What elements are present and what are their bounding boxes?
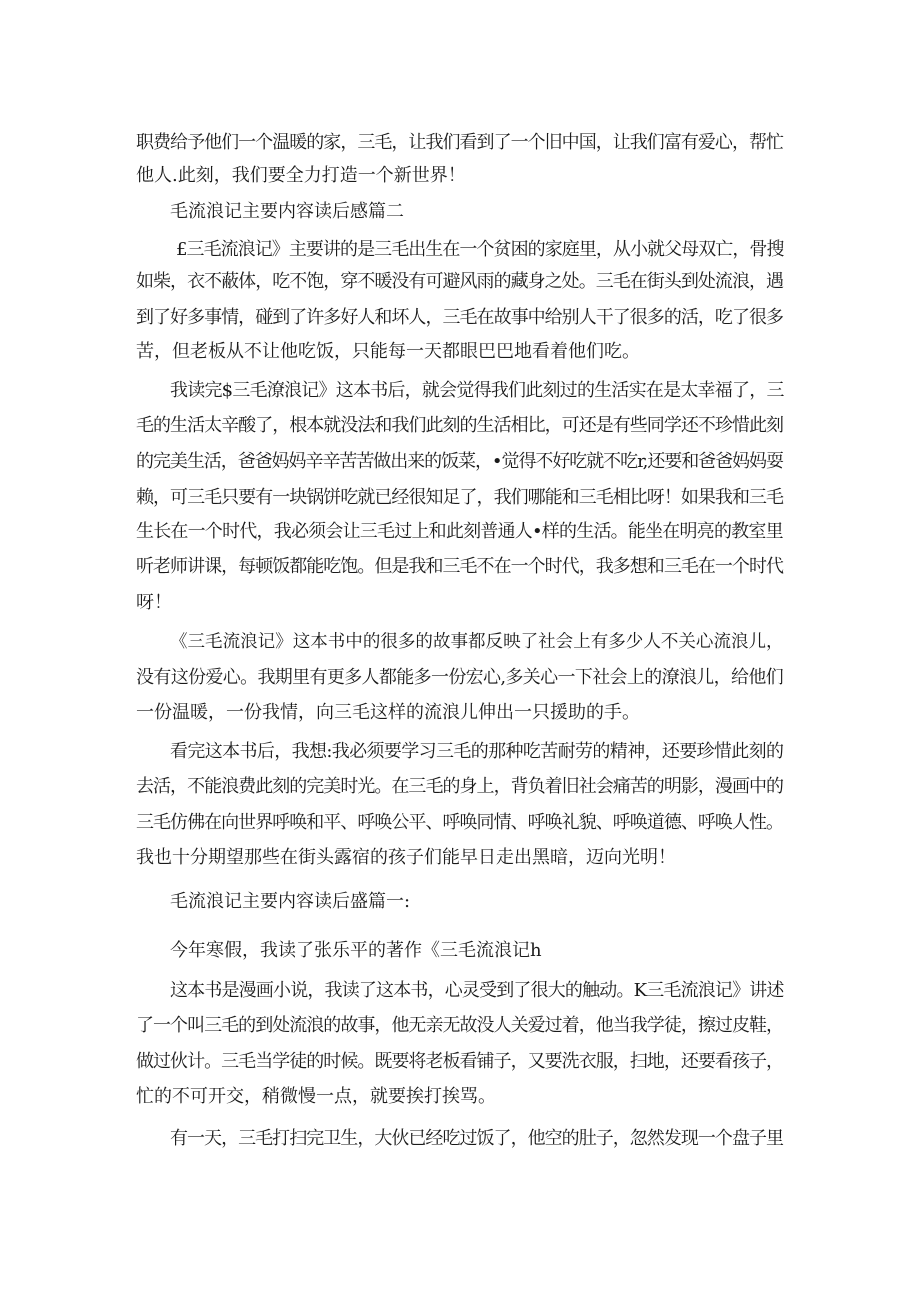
- section-heading: 毛流浪记主要内容读后盛篇一:: [170, 891, 411, 912]
- text-line: 到了好多事情，碰到了许多好人和坏人，三毛在故事中给别人干了很多的活，吃了很多: [136, 307, 784, 328]
- text-line: 如柴，衣不蔽体，吃不饱，穿不暖没有可避风雨的藏身之处。三毛在街头到处流浪，遇: [136, 271, 784, 292]
- text-line: 三毛仿佛在向世界呼唤和平、呼唤公平、呼唤同情、呼唤礼貌、呼唤道德、呼唤人性。: [136, 812, 784, 833]
- text-line: 赖，可三毛只要有一块锅饼吃就已经很知足了，我们哪能和三毛相比呀！如果我和三毛: [136, 487, 784, 508]
- text-line: £三毛流浪记》主要讲的是三毛出生在一个贫困的家庭里，从小就父母双亡，骨搜: [176, 239, 784, 260]
- text-line: 毛的生活太辛酸了，根本就没法和我们此刻的生活相比，可还是有些同学还不珍惜此刻: [136, 415, 784, 436]
- text-line: 了一个叫三毛的到处流浪的故事，他无亲无故没人关爱过着，他当我学徒，擦过皮鞋，: [136, 1015, 784, 1036]
- text-line: 的完美生活，爸爸妈妈辛辛苦苦做出来的饭菜，•觉得不好吃就不吃r,还要和爸爸妈妈耍: [136, 451, 783, 472]
- section-heading: 毛流浪记主要内容读后感篇二: [170, 201, 404, 222]
- text-line: 苦，但老板从不让他吃饭，只能每一天都眼巴巴地看着他们吃。: [136, 341, 640, 362]
- text-line: 他人.此刻，我们要全力打造一个新世界！: [136, 165, 466, 186]
- text-line: 我也十分期望那些在街头露宿的孩子们能早日走出黑暗，迈向光明！: [136, 847, 676, 868]
- text-line: 《三毛流浪记》这本书中的很多的故事都反映了社会上有多少人不关心流浪儿，: [170, 632, 784, 652]
- text-line: 没有这份爱心。我期里有更多人都能多一份宏心,多关心一下社会上的潦浪儿，给他们: [136, 667, 784, 688]
- text-line: 一份温暖，一份我情，向三毛这样的流浪儿伸出一只援助的手。: [136, 702, 640, 723]
- text-line: 生长在一个时代，我必须会让三毛过上和此刻普通人•样的生活。能坐在明亮的教室里: [136, 521, 783, 542]
- text-line: 看完这本书后，我想:我必须要学习三毛的那种吃苦耐劳的精神，还要珍惜此刻的: [170, 741, 784, 762]
- text-line: 去活，不能浪费此刻的完美时光。在三毛的身上，背负着旧社会痛苦的明影，漫画中的: [136, 776, 784, 797]
- text-line: 有一天，三毛打扫完卫生，大伙已经吃过饭了，他空的肚子，忽然发现一个盘子里: [170, 1128, 784, 1149]
- text-line: 忙的不可开交，稍微慢一点，就要挨打挨骂。: [136, 1086, 496, 1107]
- text-line: 我读完$三毛潦浪记》这本书后，就会觉得我们此刻过的生活实在是太幸福了，三: [170, 380, 784, 401]
- text-line: 这本书是漫画小说，我读了这本书，心灵受到了很大的触动。K三毛流浪记》讲述: [170, 980, 784, 1001]
- text-line: 职费给予他们一个温暖的家，三毛，让我们看到了一个旧中国，让我们富有爱心，帮忙: [136, 132, 784, 153]
- text-line: 呀！: [136, 592, 172, 613]
- text-line: 做过伙计。三毛当学徒的时候。既要将老板看铺子，又要洗衣服，扫地，还要看孩子，: [136, 1051, 784, 1072]
- text-line: 听老师讲课，每顿饭都能吃饱。但是我和三毛不在一个时代，我多想和三毛在一个时代: [136, 556, 784, 577]
- text-line: 今年寒假，我读了张乐平的著作《三毛流浪记h: [170, 940, 542, 961]
